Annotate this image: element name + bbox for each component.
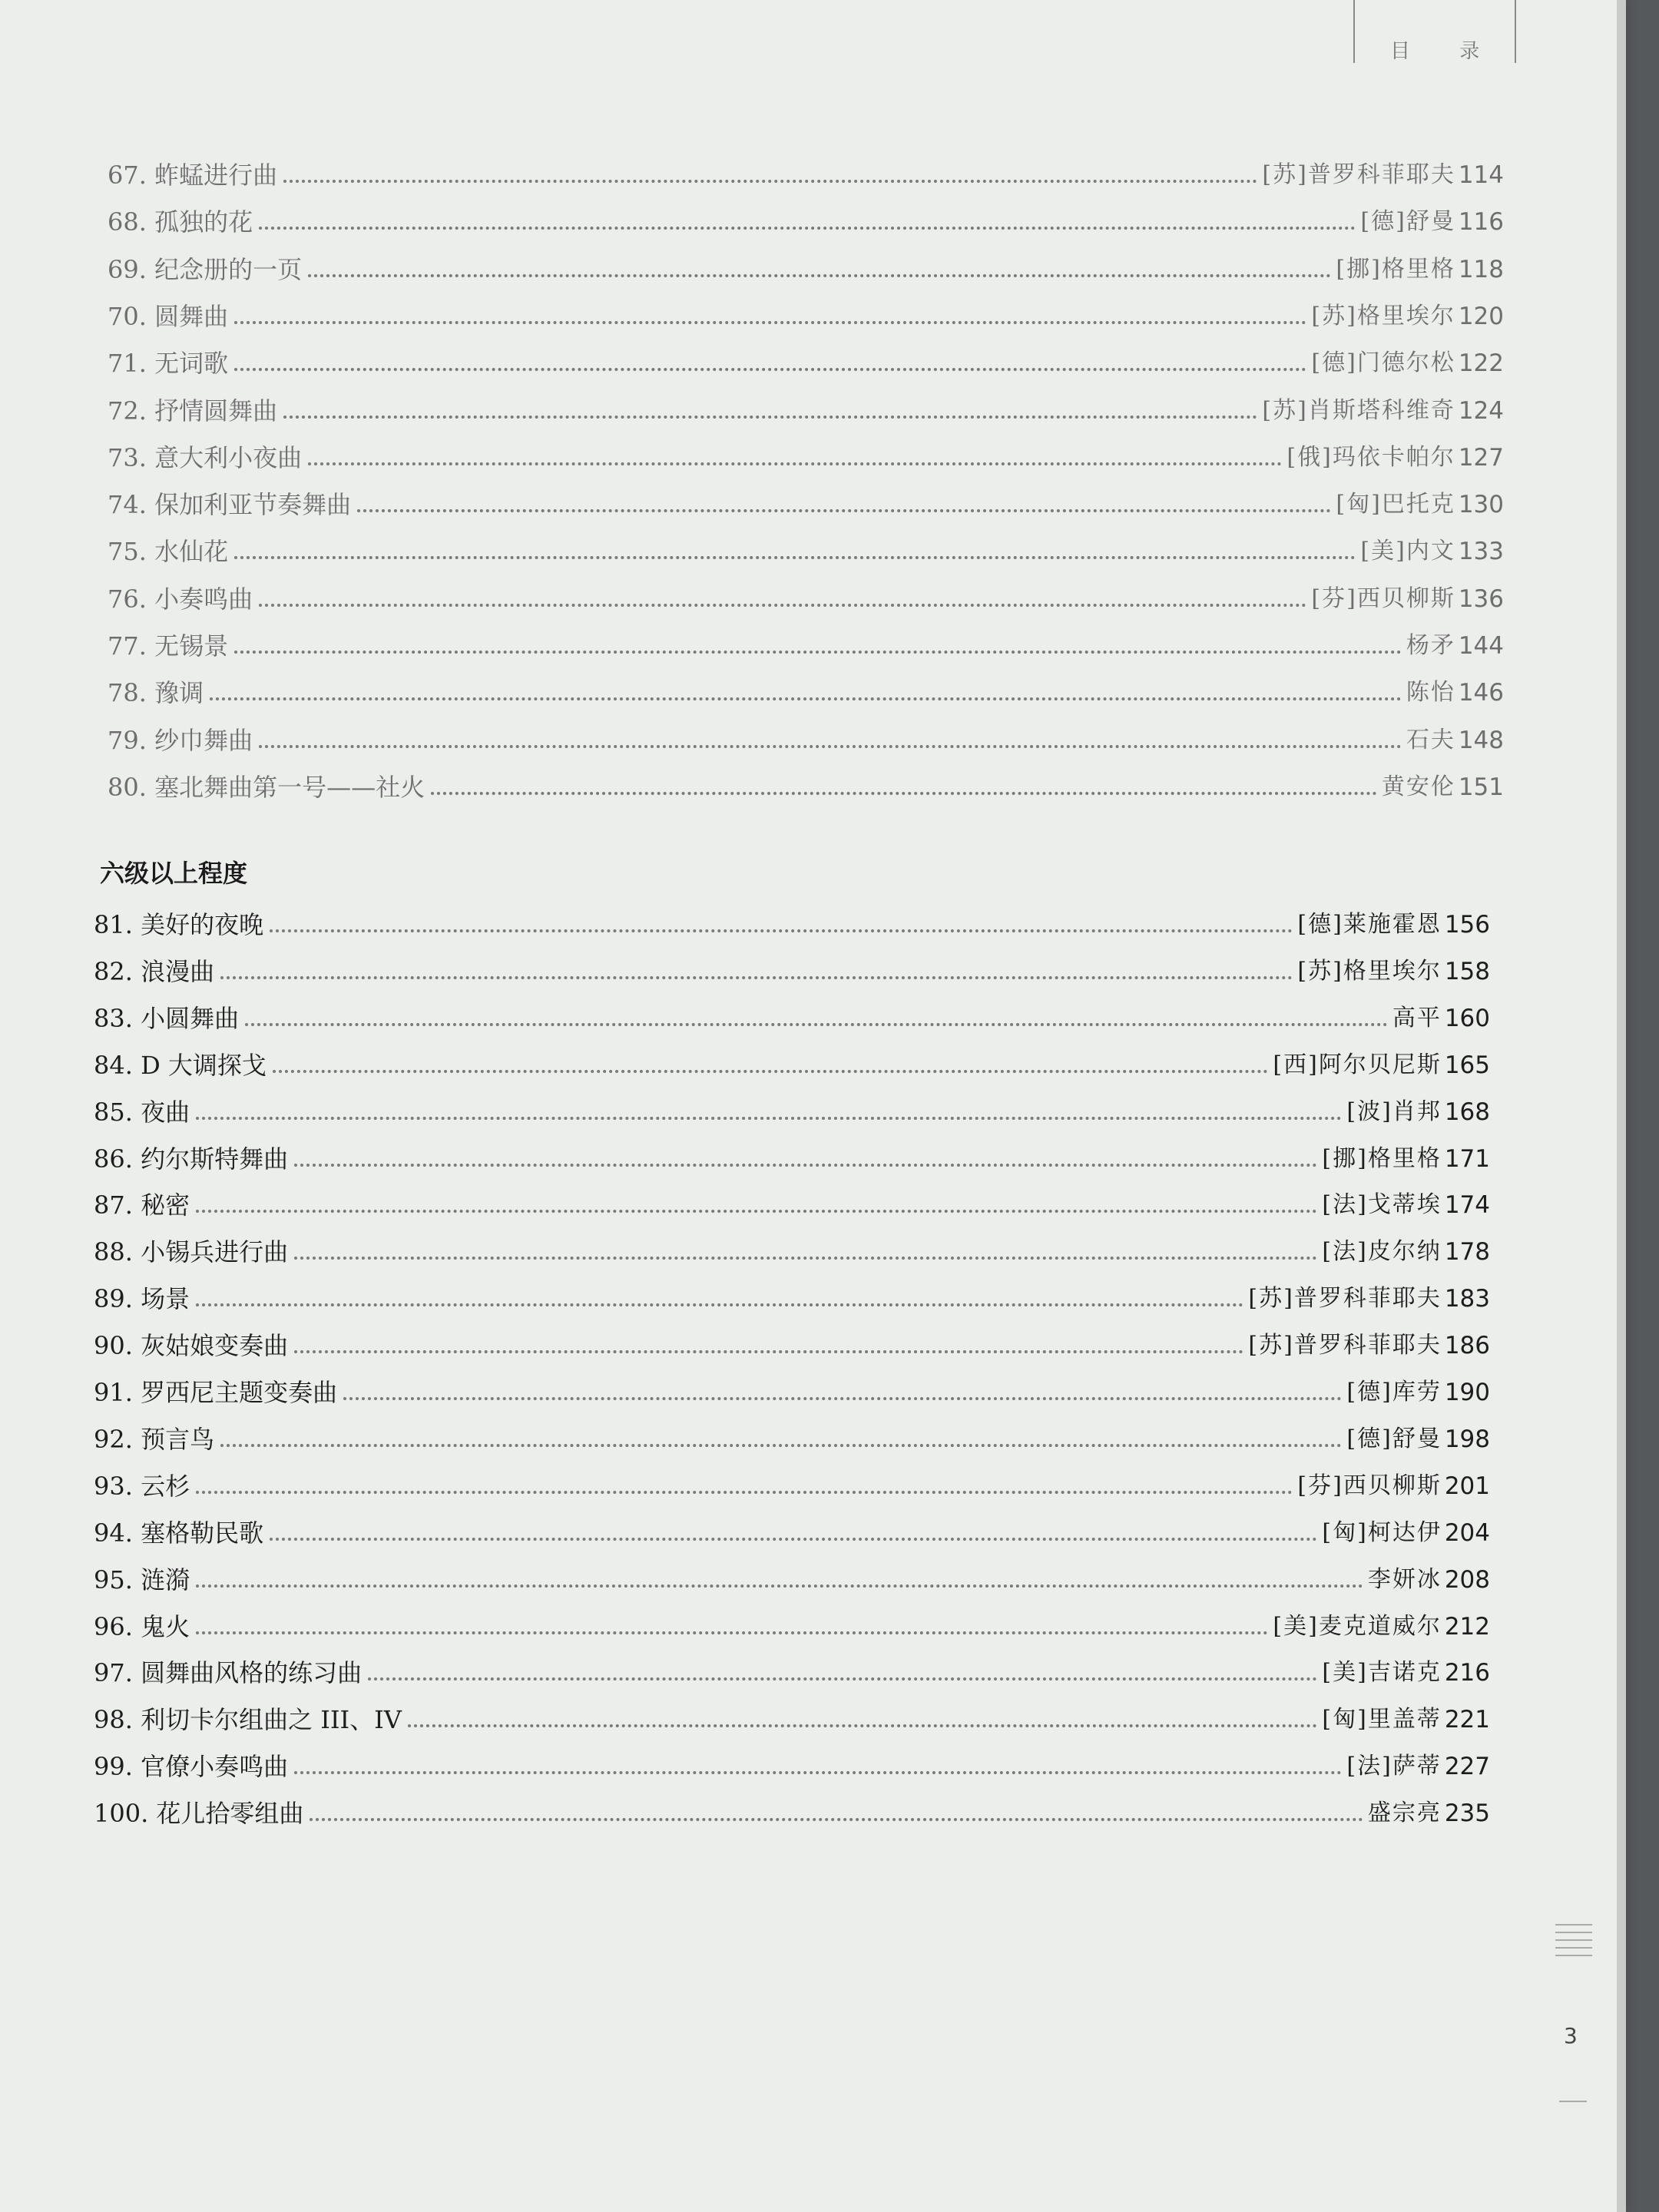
toc-entry (94, 1229, 1490, 1267)
entry-page-number: 190 (1444, 1379, 1490, 1406)
entry-composer: [法]皮尔纳 (1322, 1238, 1442, 1266)
entry-page-number: 146 (1458, 679, 1504, 707)
dot-leader (270, 929, 1293, 932)
dot-leader (259, 745, 1402, 748)
margin-rule (1555, 1932, 1592, 1933)
dot-leader (294, 1257, 1317, 1260)
entry-composer: [德]门德尔松 (1311, 349, 1455, 377)
entry-page-number: 171 (1444, 1144, 1490, 1173)
toc-entry (94, 1416, 1490, 1455)
entry-page-number: 235 (1444, 1800, 1490, 1828)
entry-composer: [德]莱施霍恩 (1297, 911, 1442, 938)
dot-leader (196, 1117, 1342, 1120)
dot-leader (294, 1350, 1243, 1353)
toc-entry (108, 199, 1504, 237)
entry-page-number: 114 (1458, 161, 1504, 189)
entry-composer: 李妍冰 (1367, 1565, 1442, 1593)
entry-page-number: 216 (1444, 1659, 1490, 1687)
dot-leader (196, 1210, 1317, 1213)
margin-rule (1555, 1947, 1592, 1949)
entry-composer: [匈]巴托克 (1336, 491, 1455, 518)
entry-page-number: 204 (1444, 1518, 1490, 1547)
toc-entry (94, 1042, 1490, 1081)
dot-leader (294, 1771, 1342, 1774)
toc-entry (94, 1790, 1490, 1829)
margin-rule (1555, 1924, 1592, 1926)
entry-page-number: 198 (1444, 1425, 1490, 1453)
entry-composer: 黄安伦 (1381, 773, 1455, 800)
margin-rule (1559, 2101, 1587, 2102)
entry-composer: 盛宗亮 (1367, 1800, 1442, 1827)
toc-entry (94, 1136, 1490, 1174)
entry-page-number: 124 (1458, 396, 1504, 425)
dot-leader (368, 1677, 1317, 1681)
entry-title: 88. 小锡兵进行曲 (94, 1237, 289, 1267)
entry-page-number: 122 (1458, 349, 1504, 378)
dot-leader (310, 1818, 1363, 1821)
entry-composer: [匈]里盖蒂 (1322, 1706, 1442, 1734)
entry-composer: 石夫 (1406, 726, 1455, 753)
entry-composer: [俄]玛依卡帕尔 (1286, 443, 1455, 471)
toc-entry (94, 1510, 1490, 1548)
dot-leader (196, 1491, 1293, 1494)
toc-entry (94, 902, 1490, 940)
toc-entry (108, 764, 1504, 803)
toc-entry (94, 1323, 1490, 1361)
entry-title: 95. 涟漪 (94, 1565, 190, 1594)
toc-entry (94, 1557, 1490, 1595)
dot-leader (294, 1164, 1317, 1167)
entry-page-number: 133 (1458, 538, 1504, 566)
entry-composer: [法]戈蒂埃 (1322, 1191, 1442, 1219)
toc-entry (94, 1463, 1490, 1502)
entry-composer: [苏]格里埃尔 (1297, 957, 1442, 985)
entry-title: 78. 豫调 (108, 678, 204, 708)
toc-entry (94, 949, 1490, 987)
entry-title: 99. 官僚小奏鸣曲 (94, 1752, 289, 1782)
entry-composer: [德]舒曼 (1346, 1425, 1442, 1452)
toc-entry (94, 1650, 1490, 1688)
entry-composer: [苏]肖斯塔科维奇 (1262, 396, 1455, 424)
entry-title: 98. 利切卡尔组曲之 III、IV (94, 1705, 402, 1735)
entry-composer: [芬]西贝柳斯 (1311, 584, 1455, 612)
entry-page-number: 174 (1444, 1191, 1490, 1220)
toc-entry (108, 717, 1504, 756)
entry-page-number: 151 (1458, 773, 1504, 801)
entry-title: 82. 浪漫曲 (94, 956, 215, 986)
toc-entry (94, 1369, 1490, 1408)
toc-entry (108, 388, 1504, 426)
page-edge (1617, 0, 1626, 2212)
entry-title: 87. 秘密 (94, 1190, 190, 1220)
entry-title: 84. D 大调探戈 (94, 1050, 267, 1080)
toc-entry (108, 247, 1504, 285)
entry-page-number: 212 (1444, 1612, 1490, 1641)
dot-leader (431, 792, 1377, 795)
dot-leader (283, 416, 1257, 419)
entry-composer: [西]阿尔贝尼斯 (1273, 1051, 1442, 1078)
entry-title: 69. 纪念册的一页 (108, 254, 303, 284)
dot-leader (234, 556, 1356, 559)
entry-page-number: 227 (1444, 1753, 1490, 1781)
dot-leader (273, 1070, 1269, 1073)
entry-composer: 陈怡 (1406, 679, 1455, 707)
entry-page-number: 201 (1444, 1472, 1490, 1500)
entry-title: 72. 抒情圆舞曲 (108, 396, 278, 426)
entry-composer: [苏]普罗科菲耶夫 (1248, 1285, 1442, 1313)
entry-page-number: 144 (1458, 632, 1504, 660)
entry-page-number: 130 (1458, 491, 1504, 519)
entry-title: 94. 塞格勒民歌 (94, 1518, 264, 1548)
toc-entry (94, 1604, 1490, 1642)
entry-composer: [美]吉诺克 (1322, 1659, 1442, 1687)
dot-leader (234, 651, 1402, 654)
entry-title: 74. 保加利亚节奏舞曲 (108, 490, 352, 520)
entry-title: 100. 花儿拾零组曲 (94, 1799, 304, 1829)
entry-title: 75. 水仙花 (108, 537, 229, 567)
entry-title: 86. 约尔斯特舞曲 (94, 1144, 289, 1174)
entry-page-number: 168 (1444, 1098, 1490, 1126)
entry-title: 92. 预言鸟 (94, 1424, 215, 1454)
entry-page-number: 183 (1444, 1285, 1490, 1313)
entry-page-number: 160 (1444, 1004, 1490, 1032)
margin-rule (1555, 1955, 1592, 1956)
dot-leader (220, 976, 1293, 979)
toc-entry (108, 670, 1504, 708)
dot-leader (234, 321, 1306, 324)
toc-entry (108, 340, 1504, 379)
entry-page-number: 156 (1444, 911, 1490, 939)
toc-entry (94, 1089, 1490, 1128)
toc-entry (94, 1697, 1490, 1735)
entry-page-number: 186 (1444, 1332, 1490, 1360)
dot-leader (259, 604, 1306, 607)
entry-composer: [苏]格里埃尔 (1311, 302, 1455, 329)
dot-leader (308, 274, 1331, 277)
entry-composer: [匈]柯达伊 (1322, 1518, 1442, 1546)
toc-entry (108, 435, 1504, 473)
entry-title: 89. 场景 (94, 1284, 190, 1314)
entry-page-number: 221 (1444, 1706, 1490, 1734)
entry-page-number: 178 (1444, 1238, 1490, 1267)
entry-composer: 杨矛 (1406, 632, 1455, 659)
dot-leader (245, 1023, 1388, 1026)
dot-leader (196, 1584, 1363, 1588)
entry-page-number: 127 (1458, 443, 1504, 472)
entry-composer: 高平 (1392, 1004, 1442, 1031)
entry-composer: [苏]普罗科菲耶夫 (1248, 1332, 1442, 1359)
entry-title: 76. 小奏鸣曲 (108, 584, 253, 614)
entry-composer: [美]内文 (1360, 538, 1455, 565)
dot-leader (259, 227, 1356, 230)
dot-leader (408, 1724, 1317, 1727)
entry-title: 77. 无锡景 (108, 631, 229, 661)
entry-page-number: 165 (1444, 1051, 1490, 1079)
entry-page-number: 120 (1458, 302, 1504, 330)
entry-composer: [德]库劳 (1346, 1379, 1442, 1406)
dot-leader (196, 1631, 1268, 1634)
entry-page-number: 158 (1444, 957, 1490, 985)
entry-title: 97. 圆舞曲风格的练习曲 (94, 1658, 363, 1688)
entry-title: 73. 意大利小夜曲 (108, 442, 303, 472)
entry-composer: [德]舒曼 (1360, 208, 1455, 236)
entry-title: 83. 小圆舞曲 (94, 1003, 240, 1033)
dot-leader (270, 1538, 1317, 1541)
entry-composer: [法]萨蒂 (1346, 1753, 1442, 1780)
entry-composer: [挪]格里格 (1336, 255, 1455, 283)
dot-leader (357, 509, 1331, 512)
toc-entry (108, 293, 1504, 332)
toc-entry (108, 482, 1504, 520)
entry-title: 85. 夜曲 (94, 1097, 190, 1127)
toc-entry (108, 623, 1504, 661)
toc-entry (94, 995, 1490, 1034)
entry-composer: [波]肖邦 (1346, 1098, 1442, 1125)
dot-leader (220, 1444, 1342, 1447)
entry-title: 68. 孤独的花 (108, 207, 253, 237)
entry-title: 93. 云杉 (94, 1471, 190, 1501)
toc-entry (108, 152, 1504, 190)
entry-page-number: 116 (1458, 208, 1504, 237)
entry-title: 70. 圆舞曲 (108, 301, 229, 331)
entry-page-number: 118 (1458, 255, 1504, 283)
entry-page-number: 148 (1458, 726, 1504, 754)
entry-title: 96. 鬼火 (94, 1611, 190, 1641)
section-heading: 六级以上程度 (100, 859, 248, 888)
toc-entry (94, 1182, 1490, 1220)
dot-leader (210, 697, 1402, 700)
entry-title: 90. 灰姑娘变奏曲 (94, 1331, 289, 1361)
toc-entry (108, 576, 1504, 614)
entry-title: 71. 无词歌 (108, 349, 229, 379)
dot-leader (196, 1303, 1243, 1306)
toc-entry (108, 528, 1504, 567)
running-header: 目 录 (1390, 40, 1502, 63)
toc-entry (94, 1276, 1490, 1314)
toc-entry (94, 1743, 1490, 1782)
entry-composer: [芬]西贝柳斯 (1297, 1472, 1442, 1499)
entry-title: 79. 纱巾舞曲 (108, 725, 253, 755)
entry-title: 91. 罗西尼主题变奏曲 (94, 1378, 338, 1407)
entry-title: 67. 蚱蜢进行曲 (108, 161, 278, 190)
dot-leader (283, 180, 1257, 183)
entry-page-number: 136 (1458, 584, 1504, 613)
dot-leader (308, 462, 1282, 465)
entry-title: 81. 美好的夜晚 (94, 910, 264, 939)
margin-rule (1555, 1939, 1592, 1941)
entry-title: 80. 塞北舞曲第一号——社火 (108, 772, 426, 802)
page-number: 3 (1564, 2023, 1578, 2048)
entry-composer: [苏]普罗科菲耶夫 (1262, 161, 1455, 188)
entry-composer: [美]麦克道威尔 (1273, 1612, 1442, 1640)
entry-page-number: 208 (1444, 1565, 1490, 1594)
entry-composer: [挪]格里格 (1322, 1144, 1442, 1172)
dot-leader (343, 1397, 1342, 1400)
dot-leader (234, 368, 1306, 371)
